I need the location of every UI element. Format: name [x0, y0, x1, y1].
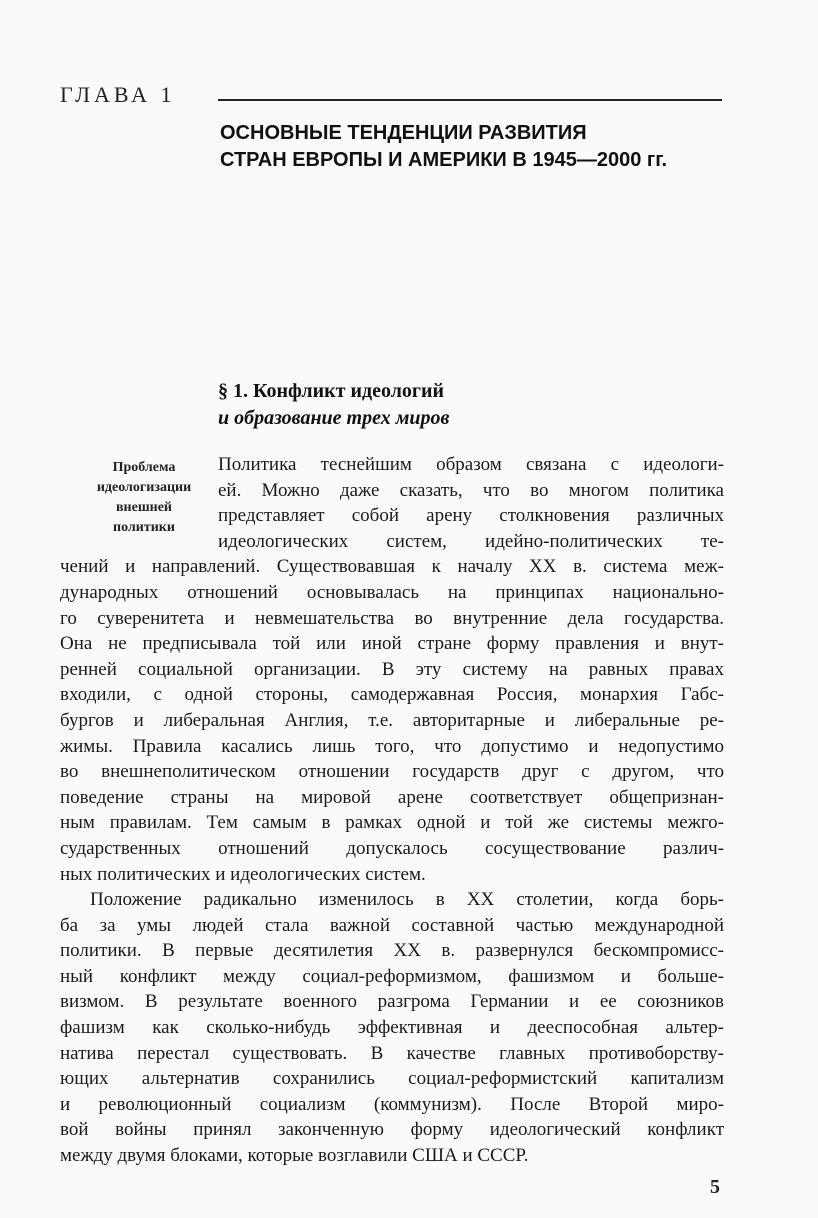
text-line: визмом. В результате военного разгрома Германии и ее союзников	[60, 991, 724, 1013]
text-line: фашизм как сколько-нибудь эффективная и дееспособная альтер-	[60, 1017, 724, 1039]
body-text	[60, 452, 724, 1169]
text-line: ный конфликт между социал-реформизмом, фашизмом и больше-	[60, 965, 724, 987]
section-heading	[218, 378, 638, 432]
paragraph-2	[60, 887, 724, 1169]
text-line: между двумя блоками, которые возглавили США и СССР.	[60, 1145, 529, 1167]
chapter-title-line: ОСНОВНЫЕ ТЕНДЕНЦИИ РАЗВИТИЯ	[220, 122, 587, 144]
margin-note-line: внешней	[115, 500, 172, 515]
section-heading-line1: § 1. Конфликт идеологий	[218, 380, 445, 402]
text-line: го суверенитета и невмешательства во внутренние дела государства.	[60, 607, 724, 629]
text-line: политики. В первые десятилетия XX в. развернулся бескомпромисс-	[60, 940, 724, 962]
text-line: Политика теснейшим образом связана с идеологи-	[218, 454, 724, 475]
text-line: ющих альтернатив сохранились социал-реформистский капитализм	[60, 1068, 724, 1090]
text-line: вой войны принял законченную форму идеологический конфликт	[60, 1119, 724, 1141]
text-line: ей. Можно даже сказать, что во многом политика	[218, 479, 724, 501]
margin-note-line: Проблема	[112, 460, 176, 475]
page-number: 5	[710, 1176, 720, 1198]
text-line: сударственных отношений допускалось сосуществование различ-	[60, 837, 724, 859]
chapter-label: ГЛАВА 1	[60, 82, 176, 107]
text-line: натива перестал существовать. В качестве главных противоборству-	[60, 1042, 724, 1064]
margin-note-line: политики	[113, 520, 175, 535]
section-heading-line2: и образование трех миров	[218, 407, 450, 429]
text-line: идеологических систем, идейно-политических те-	[218, 530, 724, 552]
text-line: Она не предписывала той или иной стране форму правления и внут-	[60, 633, 724, 655]
text-line: бургов и либеральная Англия, т.е. авторитарные и либеральные ре-	[60, 709, 724, 731]
text-line: ных политических и идеологических систем.	[60, 863, 426, 885]
chapter-title-line: СТРАН ЕВРОПЫ И АМЕРИКИ В 1945—2000 гг.	[220, 149, 668, 171]
text-line: ным правилам. Тем самым в рамках одной и той же системы межго-	[60, 812, 724, 834]
text-line: дународных отношений основывалась на принципах национально-	[60, 581, 724, 603]
text-line: и революционный социализм (коммунизм). После Второй миро-	[60, 1093, 724, 1115]
margin-note-line: идеологизации	[96, 480, 192, 495]
text-line: поведение страны на мировой арене соответствует общепризнан-	[60, 786, 724, 808]
text-line: представляет собой арену столкновения различных	[218, 505, 724, 527]
text-line: Положение радикально изменилось в XX столетии, когда борь-	[90, 889, 724, 911]
paragraph-1	[60, 452, 724, 887]
text-line: чений и направлений. Существовавшая к началу XX в. система меж-	[60, 556, 724, 578]
chapter-rule	[218, 99, 722, 101]
text-line: жимы. Правила касались лишь того, что допустимо и недопустимо	[60, 735, 724, 757]
chapter-title	[220, 120, 740, 174]
text-line: ба за умы людей стала важной составной частью международной	[60, 914, 724, 936]
text-line: ренней социальной организации. В эту систему на равных правах	[60, 658, 724, 680]
text-line: входили, с одной стороны, самодержавная Россия, монархия Габс-	[60, 684, 724, 706]
text-line: во внешнеполитическом отношении государств друг с другом, что	[60, 761, 724, 783]
chapter-header	[60, 82, 722, 106]
